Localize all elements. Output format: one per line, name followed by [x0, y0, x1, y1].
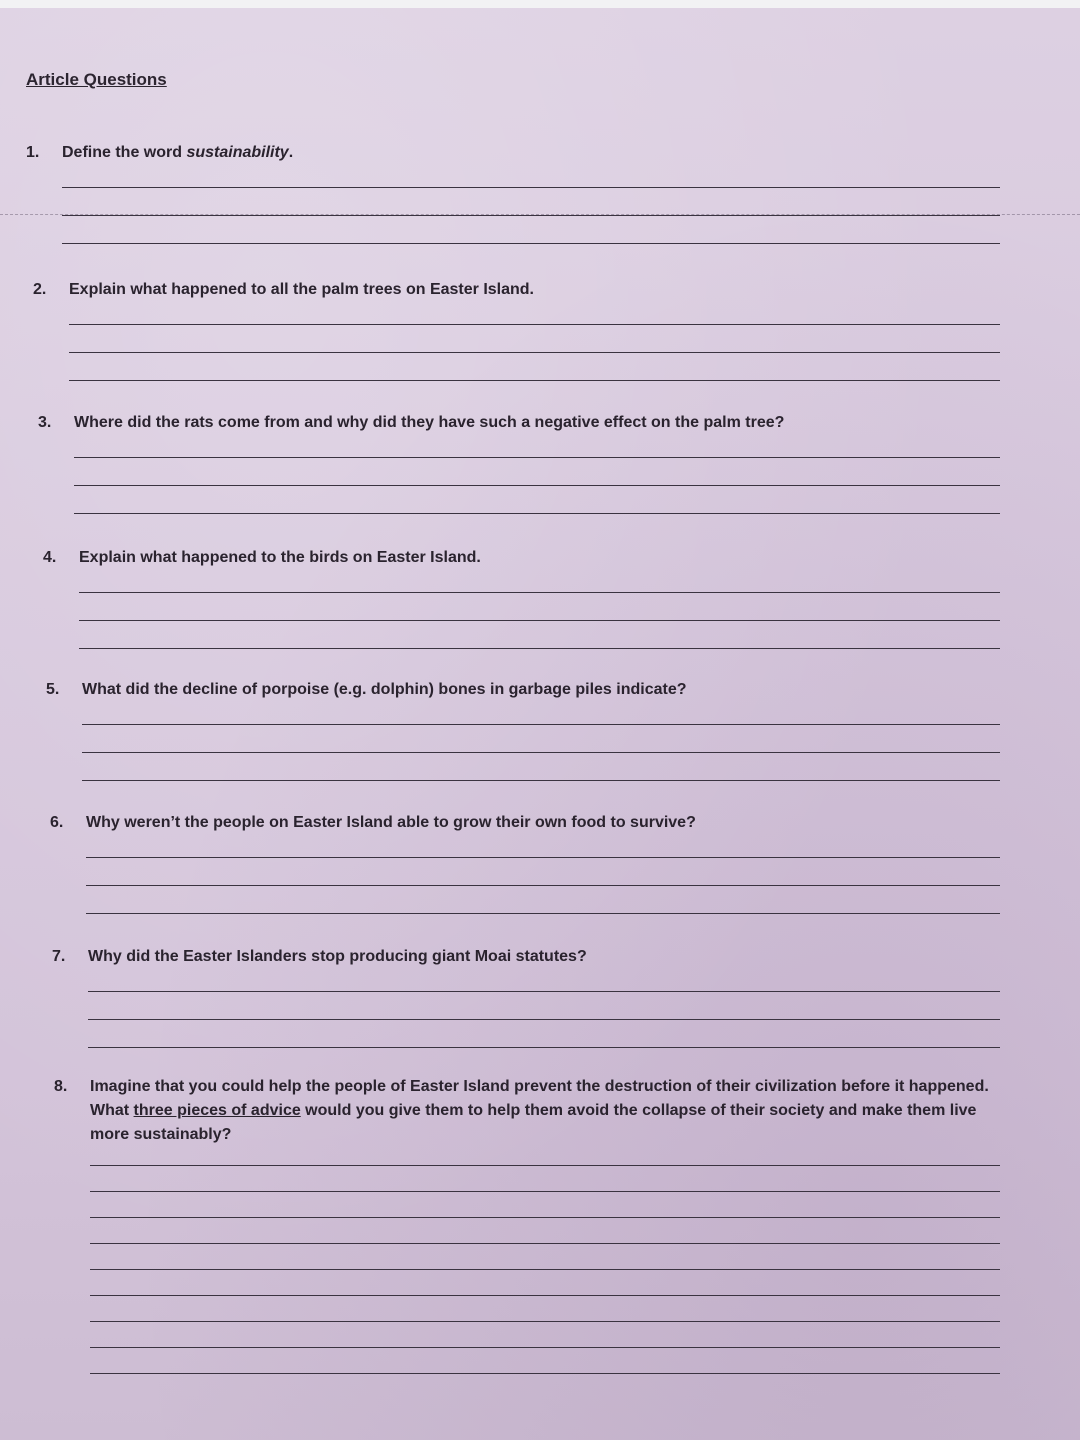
answer-lines	[43, 592, 1000, 649]
answer-line[interactable]	[79, 592, 1000, 593]
answer-line[interactable]	[90, 1373, 1000, 1374]
answer-line[interactable]	[74, 485, 1000, 486]
answer-line[interactable]	[86, 857, 1000, 858]
answer-line[interactable]	[79, 620, 1000, 621]
question-number: 2.	[33, 281, 47, 298]
question-8	[54, 1075, 1000, 1374]
question-2	[33, 278, 1000, 381]
question-text: Define the word sustainability.	[62, 144, 294, 161]
answer-line[interactable]	[90, 1269, 1000, 1270]
answer-line[interactable]	[90, 1217, 1000, 1218]
answer-line[interactable]	[90, 1243, 1000, 1244]
question-6	[50, 811, 1000, 914]
answer-line[interactable]	[69, 352, 1000, 353]
question-text: Explain what happened to all the palm trees on Easter Island.	[69, 281, 534, 298]
question-text: Imagine that you could help the people of Easter Island prevent the destruction of their civilization before it happened. What three pieces of advice would you give them to help them avoid the collapse of their society and make them live more sustainably?	[90, 1078, 989, 1143]
answer-lines	[26, 187, 1000, 244]
answer-lines	[52, 991, 1000, 1048]
worksheet-photo	[0, 8, 1080, 1440]
answer-line[interactable]	[86, 885, 1000, 886]
answer-line[interactable]	[74, 457, 1000, 458]
question-1	[26, 141, 1000, 244]
answer-line[interactable]	[74, 513, 1000, 514]
answer-line[interactable]	[90, 1321, 1000, 1322]
answer-line[interactable]	[82, 752, 1000, 753]
underlined-phrase: three pieces of advice	[133, 1102, 301, 1119]
question-number: 5.	[46, 681, 60, 698]
question-7	[52, 945, 1000, 1048]
answer-line[interactable]	[88, 1019, 1000, 1020]
question-number: 4.	[43, 549, 57, 566]
question-number: 6.	[50, 814, 64, 831]
question-text: Explain what happened to the birds on Easter Island.	[79, 549, 481, 566]
answer-line[interactable]	[88, 1047, 1000, 1048]
answer-line[interactable]	[79, 648, 1000, 649]
emphasized-term: sustainability	[186, 144, 289, 161]
answer-lines	[50, 857, 1000, 914]
answer-lines	[33, 324, 1000, 381]
answer-line[interactable]	[62, 243, 1000, 244]
page-heading: Article Questions	[26, 70, 167, 89]
answer-line[interactable]	[82, 780, 1000, 781]
question-4	[43, 546, 1000, 649]
question-number: 3.	[38, 414, 52, 431]
answer-line[interactable]	[62, 215, 1000, 216]
answer-line[interactable]	[90, 1191, 1000, 1192]
question-number: 8.	[54, 1078, 68, 1095]
answer-line[interactable]	[90, 1347, 1000, 1348]
question-text: Why did the Easter Islanders stop producing giant Moai statutes?	[88, 948, 587, 965]
answer-lines	[54, 1165, 1000, 1374]
question-number: 1.	[26, 144, 40, 161]
question-text: Where did the rats come from and why did they have such a negative effect on the palm tree?	[74, 414, 785, 431]
answer-line[interactable]	[90, 1295, 1000, 1296]
answer-line[interactable]	[86, 913, 1000, 914]
question-text: What did the decline of porpoise (e.g. dolphin) bones in garbage piles indicate?	[82, 681, 687, 698]
answer-line[interactable]	[69, 324, 1000, 325]
question-5	[46, 678, 1000, 781]
answer-lines	[38, 457, 1000, 514]
answer-line[interactable]	[82, 724, 1000, 725]
question-3	[38, 411, 1000, 514]
question-number: 7.	[52, 948, 66, 965]
answer-line[interactable]	[90, 1165, 1000, 1166]
answer-lines	[46, 724, 1000, 781]
question-text: Why weren’t the people on Easter Island able to grow their own food to survive?	[86, 814, 696, 831]
answer-line[interactable]	[62, 187, 1000, 188]
answer-line[interactable]	[69, 380, 1000, 381]
answer-line[interactable]	[88, 991, 1000, 992]
